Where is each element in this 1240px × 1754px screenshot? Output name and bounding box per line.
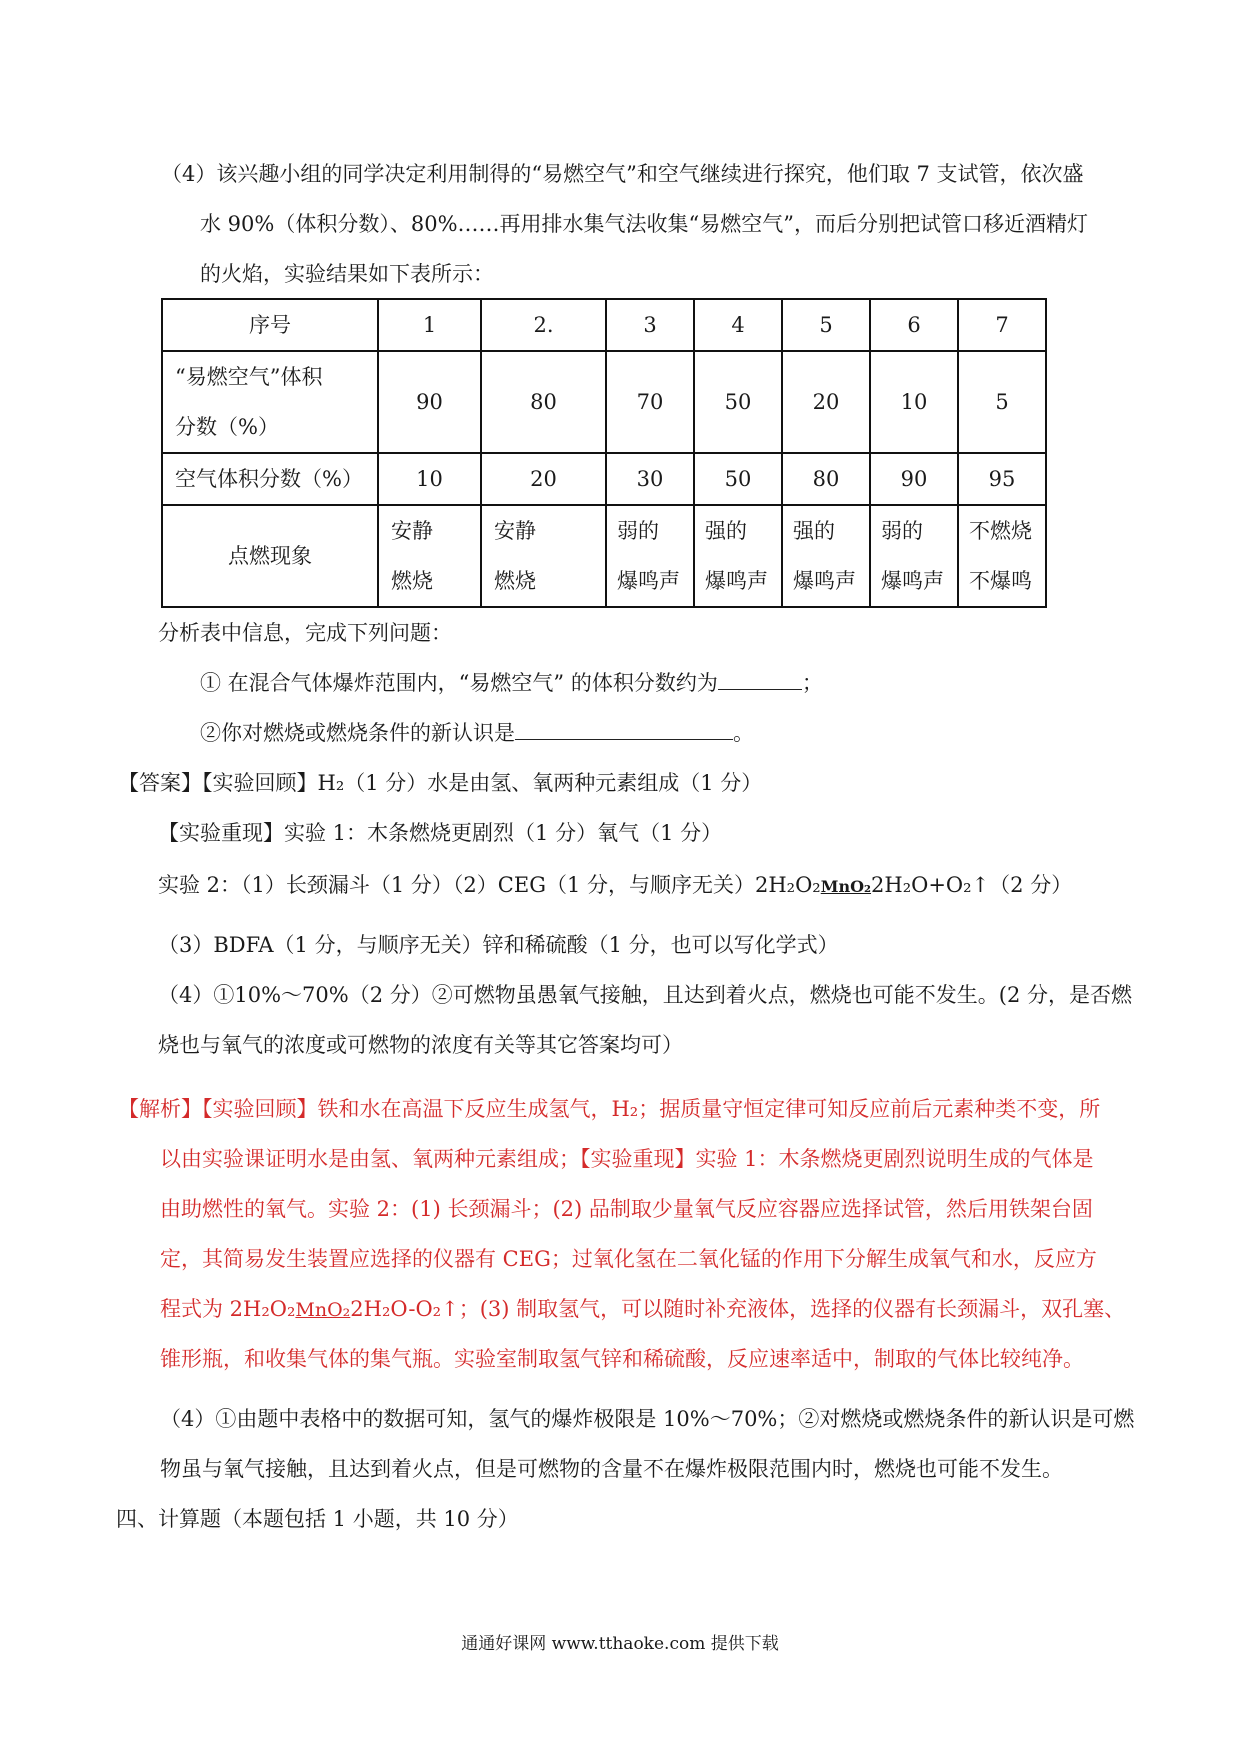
table-cell — [782, 505, 870, 607]
section-title: 四、计算题（本题包括 1 小题，共 10 分） — [116, 1507, 519, 1531]
intro-line-2: 水 90%（体积分数）、80%……再用排水集气法收集“易燃空气”，而后分别把试管口移近酒精灯 — [200, 212, 1088, 236]
analysis-equation-left: 程式为 2H₂O₂ — [160, 1297, 296, 1321]
table-cell: 50 — [694, 453, 782, 505]
table-cell: 50 — [694, 351, 782, 453]
table-col-3: 3 — [606, 299, 694, 351]
analysis-line-6: 锥形瓶，和收集气体的集气瓶。实验室制取氢气锌和稀硫酸，反应速率适中，制取的气体比较纯净。 — [160, 1347, 1084, 1371]
row-label-part-b: 分数（%） — [175, 415, 279, 439]
table-cell: 5 — [958, 351, 1046, 453]
answer-line-6: 烧也与氧气的浓度或可燃物的浓度有关等其它答案均可） — [158, 1033, 683, 1057]
table-cell: 90 — [870, 453, 958, 505]
experiment-table — [161, 298, 1047, 608]
table-cell: 70 — [606, 351, 694, 453]
answer-line-3 — [158, 869, 1072, 899]
row-label-part-a: “易燃空气”体积 — [175, 365, 323, 389]
cell-line: 安静 — [391, 519, 433, 543]
analysis-line-2: 以由实验课证明水是由氢、氧两种元素组成；【实验重现】实验 1：木条燃烧更剧烈说明生成的气体是 — [160, 1147, 1094, 1171]
question-2-text: ②你对燃烧或燃烧条件的新认识是 — [200, 721, 515, 745]
table-cell — [481, 505, 606, 607]
table-col-4: 4 — [694, 299, 782, 351]
questions-lead: 分析表中信息，完成下列问题： — [158, 621, 452, 645]
table-cell: 80 — [481, 351, 606, 453]
question-1-end: ； — [801, 671, 823, 695]
table-header-label: 序号 — [162, 299, 378, 351]
cell-line: 爆鸣声 — [881, 569, 944, 593]
table-cell — [870, 505, 958, 607]
table-row-header — [162, 299, 1046, 351]
table-cell — [694, 505, 782, 607]
cell-line: 燃烧 — [391, 569, 433, 593]
analysis-line-5 — [160, 1293, 1125, 1323]
cell-line: 强的 — [705, 519, 747, 543]
table-row-phenomenon — [162, 505, 1046, 607]
table-cell: 20 — [481, 453, 606, 505]
answer-line-4: （3）BDFA（1 分，与顺序无关）锌和稀硫酸（1 分，也可以写化学式） — [158, 933, 839, 957]
cell-line: 不爆鸣 — [969, 569, 1032, 593]
cell-line: 不燃烧 — [969, 519, 1032, 543]
table-cell: 10 — [870, 351, 958, 453]
question-1-blank[interactable] — [718, 671, 802, 690]
analysis-line-3: 由助燃性的氧气。实验 2：(1) 长颈漏斗；(2) 品制取少量氧气反应容器应选择试管，然后用铁架台固 — [160, 1197, 1093, 1221]
analysis-line-4: 定，其简易发生装置应选择的仪器有 CEG；过氧化氢在二氧化锰的作用下分解生成氧气和水，反应方 — [160, 1247, 1097, 1271]
cell-line: 爆鸣声 — [705, 569, 768, 593]
answer-equation-left: 实验 2：（1）长颈漏斗（1 分）（2）CEG（1 分，与顺序无关）2H₂O₂ — [158, 873, 821, 897]
table-cell — [606, 505, 694, 607]
table-cell: 80 — [782, 453, 870, 505]
question-1-text: ① 在混合气体爆炸范围内，“易燃空气” 的体积分数约为 — [200, 671, 718, 695]
intro-line-1: （4）该兴趣小组的同学决定利用制得的“易燃空气”和空气继续进行探究，他们取 7 支试管，依次盛 — [161, 162, 1084, 186]
table-cell — [958, 505, 1046, 607]
question-1 — [200, 667, 823, 697]
table-cell: 95 — [958, 453, 1046, 505]
cell-line: 弱的 — [881, 519, 923, 543]
table-row-flammable-air — [162, 351, 1046, 453]
question-2-end: 。 — [733, 721, 754, 745]
table-col-2: 2. — [481, 299, 606, 351]
analysis-equation-right: 2H₂O-O₂↑；(3) 制取氢气，可以随时补充液体，选择的仪器有长颈漏斗，双孔塞、 — [350, 1297, 1126, 1321]
page-footer: 通通好课网 www.tthaoke.com 提供下载 — [461, 1634, 779, 1654]
cell-line: 燃烧 — [494, 569, 536, 593]
table-row-label-phenomenon: 点燃现象 — [162, 505, 378, 607]
table-cell: 10 — [378, 453, 481, 505]
table-row-air — [162, 453, 1046, 505]
cell-line: 弱的 — [617, 519, 659, 543]
table-cell: 90 — [378, 351, 481, 453]
analysis-catalyst-label: MnO₂ — [295, 1299, 351, 1321]
catalyst-label: MnO₂ — [820, 877, 872, 896]
analysis-line-1: 【解析】【实验回顾】铁和水在高温下反应生成氢气，H₂；据质量守恒定律可知反应前后元素种类不变，所 — [118, 1097, 1101, 1121]
cell-line: 安静 — [494, 519, 536, 543]
table-cell: 20 — [782, 351, 870, 453]
table-col-6: 6 — [870, 299, 958, 351]
answer-line-5: （4）①10%～70%（2 分）②可燃物虽愚氧气接触，且达到着火点，燃烧也可能不发生。(2 分，是否燃 — [158, 983, 1132, 1007]
table-col-1: 1 — [378, 299, 481, 351]
answer-line-2: 【实验重现】实验 1：木条燃烧更剧烈（1 分）氧气（1 分） — [158, 821, 723, 845]
cell-line: 爆鸣声 — [617, 569, 680, 593]
table-cell — [378, 505, 481, 607]
question-2 — [200, 717, 754, 747]
question-2-blank[interactable] — [515, 721, 733, 740]
table-cell: 30 — [606, 453, 694, 505]
cell-line: 强的 — [793, 519, 835, 543]
answer-line-1: 【答案】【实验回顾】H₂（1 分）水是由氢、氧两种元素组成（1 分） — [118, 771, 763, 795]
table-col-5: 5 — [782, 299, 870, 351]
table-row-label-air: 空气体积分数（%） — [162, 453, 378, 505]
table-row-label-flammable-air — [162, 351, 378, 453]
cell-line: 爆鸣声 — [793, 569, 856, 593]
analysis-line-8: 物虽与氧气接触，且达到着火点，但是可燃物的含量不在爆炸极限范围内时，燃烧也可能不发生。 — [160, 1457, 1063, 1481]
intro-line-3: 的火焰，实验结果如下表所示： — [200, 262, 494, 286]
answer-equation-right: 2H₂O+O₂↑（2 分） — [871, 873, 1073, 897]
analysis-line-7: （4）①由题中表格中的数据可知，氢气的爆炸极限是 10%～70%；②对燃烧或燃烧条件的新认识是可燃 — [160, 1407, 1135, 1431]
table-col-7: 7 — [958, 299, 1046, 351]
